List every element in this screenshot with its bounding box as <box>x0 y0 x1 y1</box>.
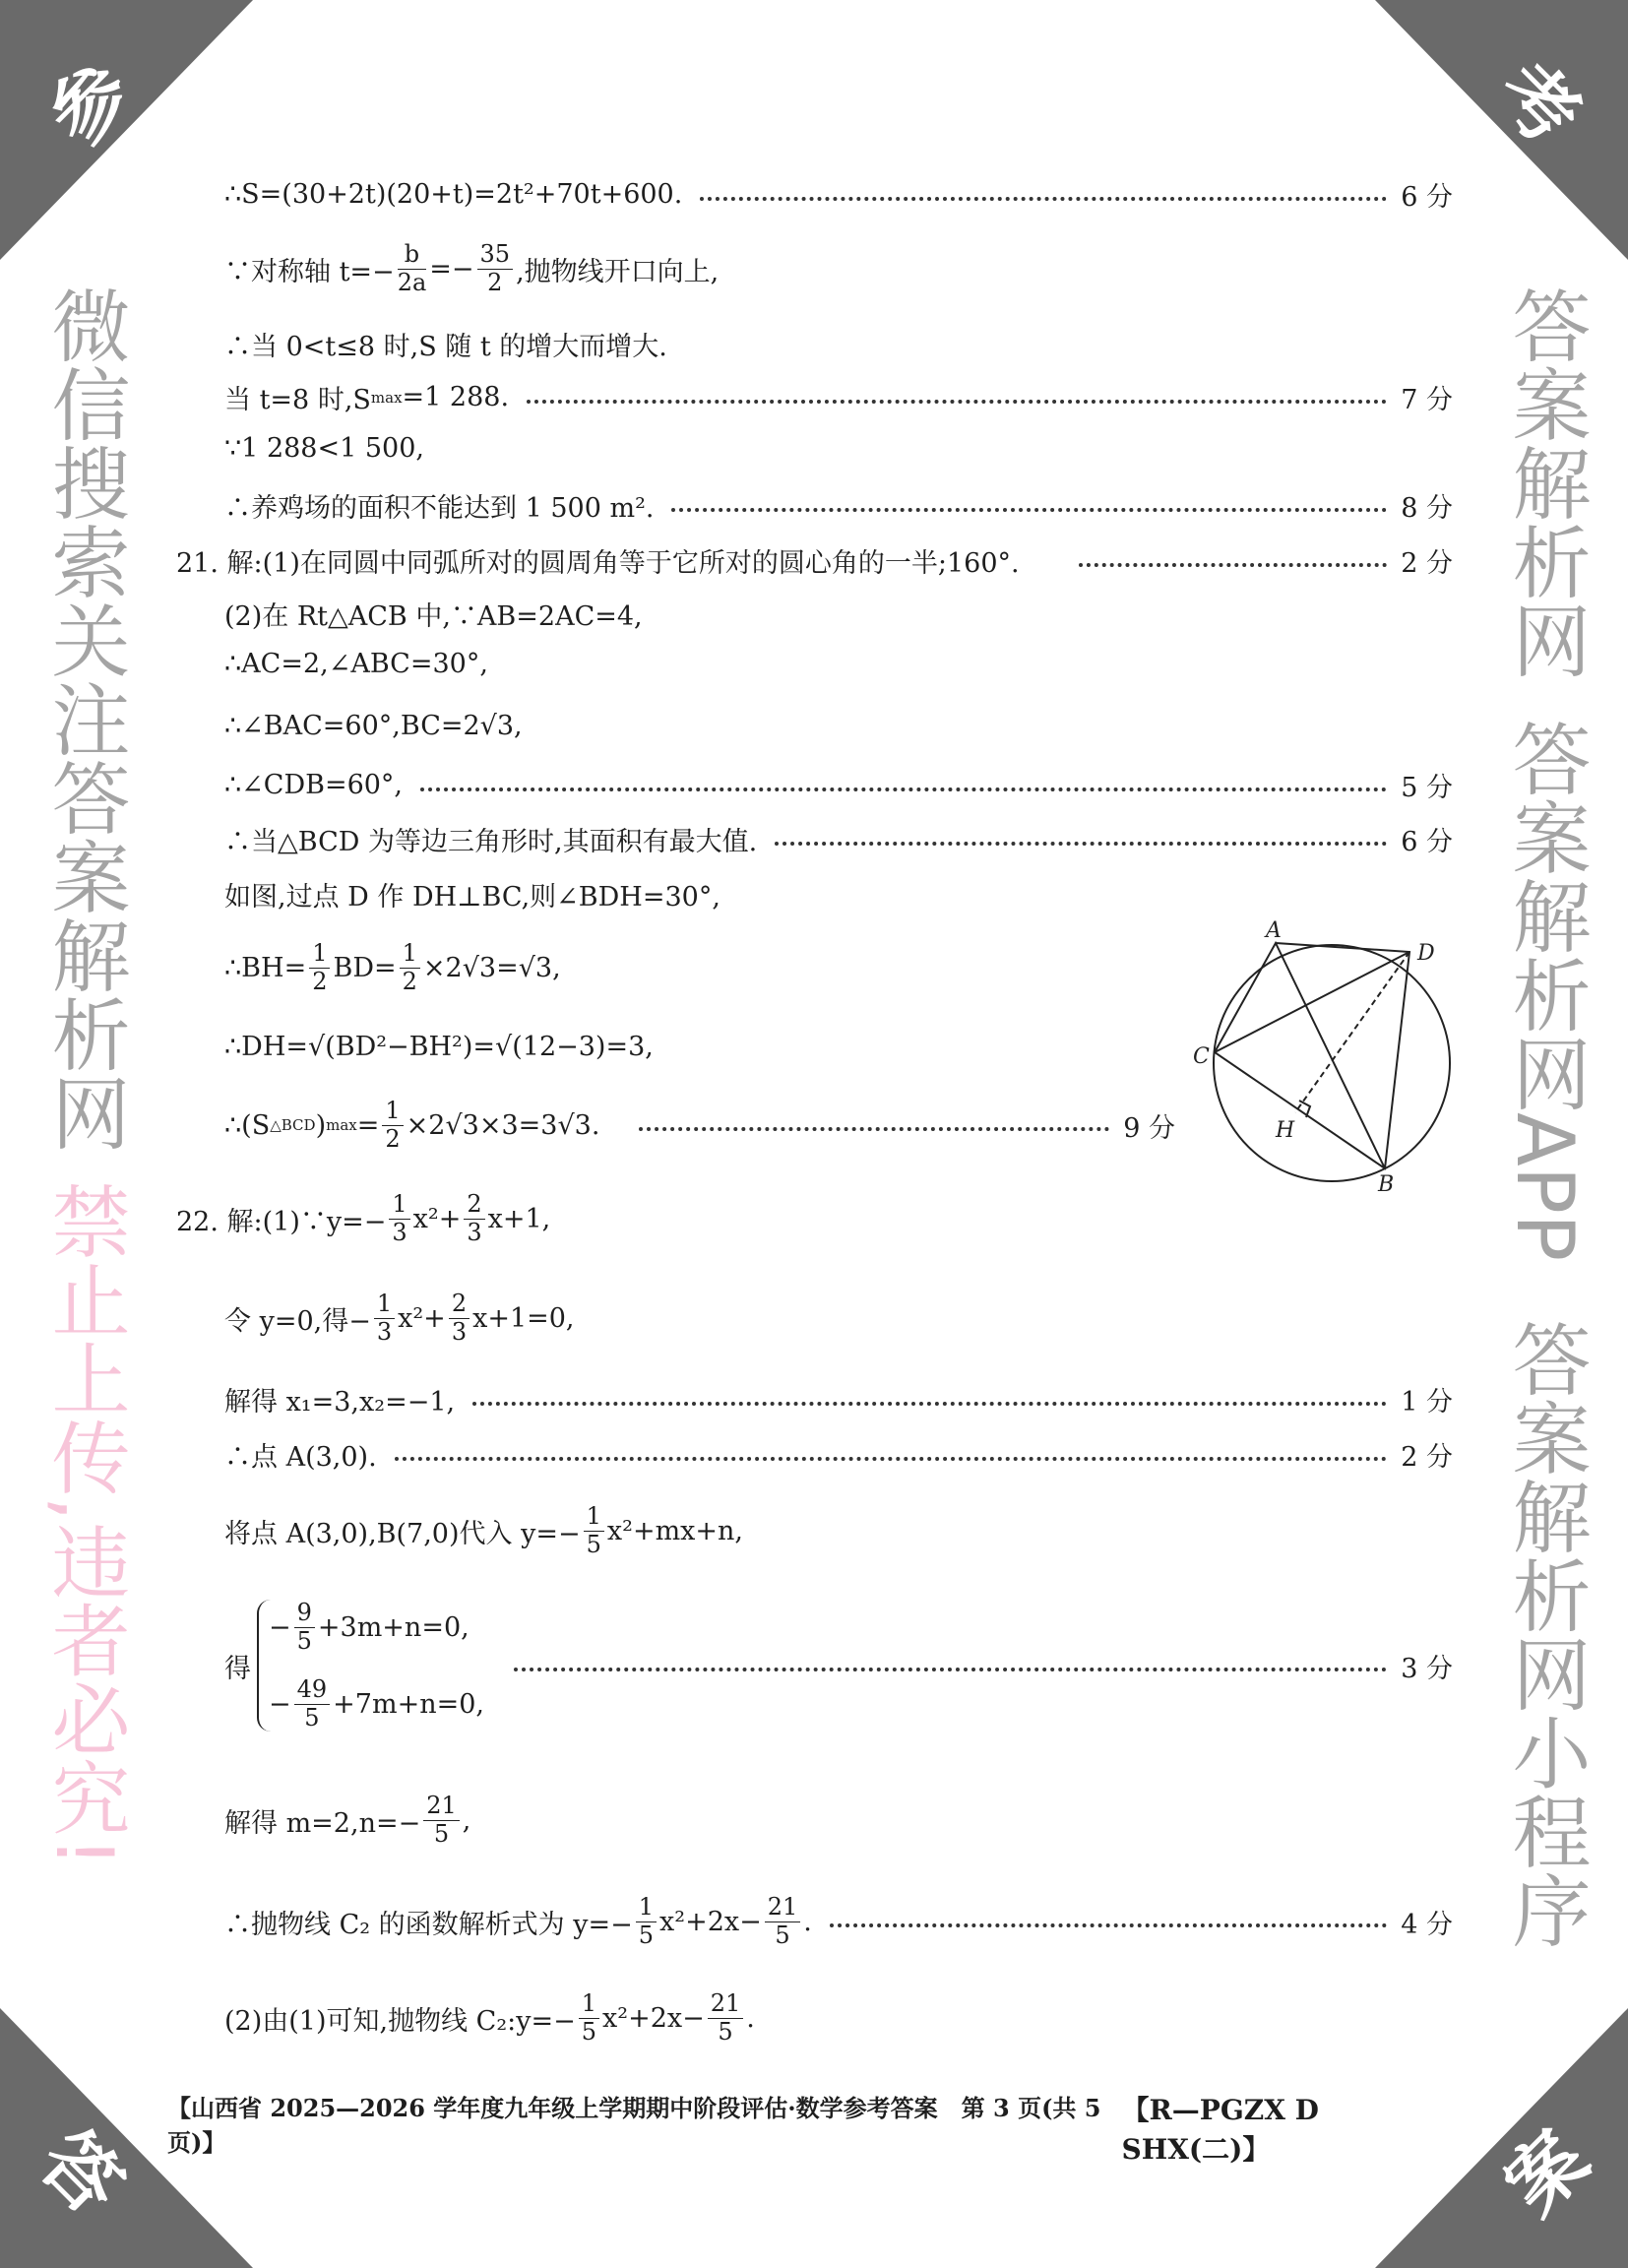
text: x²+mx+n, <box>606 1515 743 1546</box>
page-footer <box>167 2089 1461 2168</box>
line-text: 解得 x₁=3,x₂=−1, <box>224 1387 456 1418</box>
line-q22-2 <box>224 1291 1453 1346</box>
text: . <box>803 1906 812 1937</box>
fraction: $\frac{b}{2a}$ <box>397 240 427 296</box>
score: 2 分 <box>1401 1442 1453 1473</box>
score: 4 分 <box>1401 1909 1453 1940</box>
line-q22-solve <box>224 1793 1453 1848</box>
line-q22-system <box>224 1600 1453 1732</box>
watermark: 答案解析网小程序 <box>1499 1319 1591 1949</box>
line-q21-7 <box>224 875 1453 914</box>
dot-leader <box>527 400 1387 404</box>
line-text: ∴∠CDB=60°, <box>224 770 404 800</box>
text: x²+ <box>398 1302 446 1334</box>
fraction: $\frac{1}{2}$ <box>309 940 330 995</box>
fraction: $\frac{1}{3}$ <box>389 1191 409 1246</box>
text: 得 <box>224 1653 251 1684</box>
text: ×2√3×3=3√3. <box>406 1109 600 1141</box>
line-q22-3 <box>224 1380 1453 1418</box>
watermark: 禁止上传,违者必究! <box>38 1181 130 1868</box>
line-q22-4 <box>224 1435 1453 1474</box>
corner-label-bottom-left: 答 <box>22 2114 140 2233</box>
fraction: $\frac{1}{2}$ <box>382 1098 403 1153</box>
score: 3 分 <box>1401 1653 1453 1684</box>
score: 7 分 <box>1401 385 1453 415</box>
corner-label-top-right: 考 <box>1478 45 1597 163</box>
text: ∴抛物线 C₂ 的函数解析式为 y=− <box>224 1909 633 1940</box>
corner-label-top-left: 参 <box>31 45 150 163</box>
dot-leader <box>1079 563 1388 567</box>
text: =1 288. <box>402 382 510 412</box>
line-text: ∴DH=√(BD²−BH²)=√(12−3)=3, <box>224 1032 654 1062</box>
text: x²+2x− <box>602 2002 705 2034</box>
line-q21-6 <box>224 820 1453 858</box>
subscript: max <box>370 388 403 407</box>
line-area-formula <box>224 175 1453 214</box>
point-h-label: H <box>1276 1118 1295 1143</box>
fraction: $\frac{2}{3}$ <box>464 1191 484 1246</box>
line-text: ∴养鸡场的面积不能达到 1 500 m². <box>224 493 655 524</box>
line-text: ∵1 288<1 500, <box>224 433 424 464</box>
score: 2 分 <box>1401 548 1453 579</box>
fraction: $\frac{21}{5}$ <box>708 1990 744 2046</box>
line-text: 21. 解:(1)在同圆中同弧所对的圆周角等于它所对的圆心角的一半;160°. <box>176 548 1020 579</box>
text: = <box>356 1109 380 1141</box>
footer-code: 【R—PGZX D SHX(二)】 <box>1121 2094 1319 2166</box>
text: 22. 解:(1)∵y=− <box>176 1206 387 1237</box>
text: ∴BH= <box>224 952 307 983</box>
line-q22-5 <box>224 1503 1453 1558</box>
fraction: $\frac{1}{3}$ <box>374 1291 395 1346</box>
score: 8 分 <box>1401 493 1453 524</box>
text: ∴(S <box>224 1109 271 1141</box>
dot-leader <box>671 508 1387 512</box>
text: . <box>746 2002 755 2034</box>
watermark: 答案解析网APP <box>1499 719 1591 1262</box>
line-q22-1 <box>176 1191 1453 1246</box>
line-text: ∴∠BAC=60°,BC=2√3, <box>224 711 523 741</box>
text: ) <box>315 1109 327 1141</box>
fraction: $\frac{1}{5}$ <box>579 1990 599 2046</box>
subscript: max <box>326 1116 357 1135</box>
dot-leader <box>420 788 1387 791</box>
line-q22-part2 <box>224 1990 1453 2046</box>
watermark: 答案解析网 <box>1499 285 1591 679</box>
watermark: 微信搜索关注答案解析网 <box>38 285 130 1152</box>
footer-title: 【山西省 2025—2026 学年度九年级上学期期中阶段评估·数学参考答案 第 3 页(共 5 页)】 <box>167 2094 1101 2157</box>
score: 1 分 <box>1401 1387 1453 1418</box>
point-c-label: C <box>1193 1044 1210 1069</box>
line-q21-4 <box>224 711 1453 741</box>
dot-leader <box>830 1923 1387 1927</box>
fraction: $\frac{1}{5}$ <box>636 1894 657 1949</box>
fraction: $\frac{2}{3}$ <box>449 1291 470 1346</box>
dot-leader <box>700 197 1387 201</box>
dot-leader <box>472 1402 1387 1406</box>
line-text: ∴S=(30+2t)(20+t)=2t²+70t+600. <box>224 179 683 210</box>
point-a-label: A <box>1266 920 1282 943</box>
line-q22-c2 <box>224 1894 1453 1949</box>
line-symmetry-axis <box>224 241 1453 296</box>
fraction: $\frac{21}{5}$ <box>765 1894 801 1949</box>
text: 将点 A(3,0),B(7,0)代入 y=− <box>224 1518 581 1549</box>
text: ,抛物线开口向上, <box>516 256 720 287</box>
fraction: $\frac{21}{5}$ <box>423 1793 460 1848</box>
line-increasing <box>224 325 1453 363</box>
line-conclusion <box>224 486 1453 525</box>
line-text: ∴当 0<t≤8 时,S 随 t 的增大而增大. <box>224 332 667 362</box>
line-q21-1 <box>176 541 1453 580</box>
line-text: ∴点 A(3,0). <box>224 1442 377 1473</box>
corner-label-bottom-right: 案 <box>1488 2114 1606 2233</box>
fraction: $\frac{1}{5}$ <box>584 1503 604 1558</box>
line-q21-area <box>224 1098 1175 1153</box>
score: 6 分 <box>1401 182 1453 213</box>
equation-2: − $\frac{49}{5}$ +7m+n=0, <box>269 1675 484 1732</box>
text: x+1, <box>487 1203 551 1234</box>
score: 6 分 <box>1401 827 1453 857</box>
equation-system <box>257 1600 484 1732</box>
dot-leader <box>514 1668 1387 1671</box>
point-b-label: B <box>1378 1172 1395 1196</box>
subscript: △BCD <box>270 1116 316 1135</box>
line-text: ∴当△BCD 为等边三角形时,其面积有最大值. <box>224 827 758 857</box>
text: BD= <box>333 952 397 983</box>
score: 5 分 <box>1401 773 1453 803</box>
line-q21-3 <box>224 649 1453 679</box>
text: x²+ <box>412 1203 462 1234</box>
text: ∵对称轴 t=− <box>224 256 395 287</box>
text: ×2√3=√3, <box>422 952 561 983</box>
text: 解得 m=2,n=− <box>224 1807 421 1839</box>
fraction: $\frac{35}{2}$ <box>477 241 514 296</box>
line-text: ∴AC=2,∠ABC=30°, <box>224 649 488 679</box>
dot-leader <box>639 1127 1109 1131</box>
score: 9 分 <box>1123 1112 1175 1144</box>
line-text: 如图,过点 D 作 DH⊥BC,则∠BDH=30°, <box>224 882 720 913</box>
text: , <box>462 1804 471 1836</box>
equation-1: − $\frac{9}{5}$ +3m+n=0, <box>269 1599 470 1655</box>
fraction: $\frac{1}{2}$ <box>400 940 420 995</box>
dot-leader <box>395 1457 1388 1461</box>
text: 当 t=8 时,S <box>224 385 371 415</box>
line-smax <box>224 378 1453 416</box>
dot-leader <box>775 842 1387 846</box>
text: =− <box>429 253 474 284</box>
point-d-label: D <box>1417 941 1435 966</box>
line-compare <box>224 433 1453 464</box>
text: 令 y=0,得− <box>224 1305 371 1337</box>
text: x+1=0, <box>472 1302 575 1334</box>
text: x²+2x− <box>659 1906 762 1937</box>
line-text: (2)在 Rt△ACB 中,∵AB=2AC=4, <box>224 601 643 632</box>
line-q21-5 <box>224 766 1453 804</box>
line-q21-2 <box>224 595 1453 633</box>
text: (2)由(1)可知,抛物线 C₂:y=− <box>224 2005 576 2037</box>
circle-figure <box>1191 920 1467 1196</box>
